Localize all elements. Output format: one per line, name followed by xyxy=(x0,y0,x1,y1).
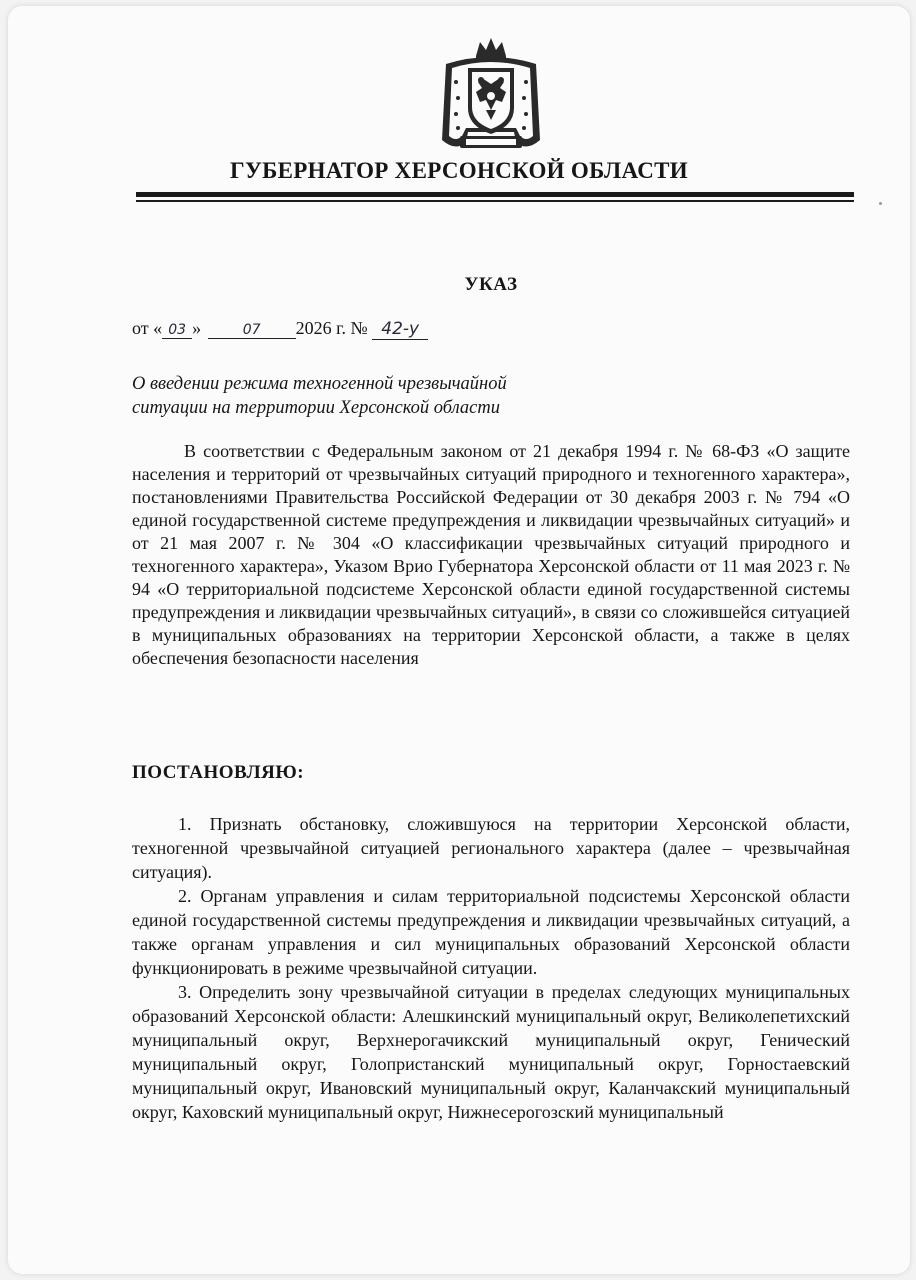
decree-items xyxy=(132,812,850,1124)
document-page xyxy=(8,6,910,1274)
preamble-paragraph: В соответствии с Федеральным законом от 21 декабря 1994 г. № 68-ФЗ «О защите населения и территорий от чрезвычайных ситуаций природного и техногенного характера», постановлениями Правительства Российской Федерации от 30 декабря 2003 г. № 794 «О единой государственной системе предупреждения и ликвидации чрезвычайных ситуаций» и от 21 мая 2007 г. № 304 «О классификации чрезвычайных ситуаций природного и техногенного характера», Указом Врио Губернатора Херсонской области от 11 мая 2023 г. № 94 «О территориальной подсистеме Херсонской области единой государственной системы предупреждения и ликвидации чрезвычайных ситуаций», в связи со сложившейся ситуацией в муниципальных образованиях на территории Херсонской области, а также в целях обеспечения безопасности населения xyxy=(132,441,850,668)
date-month-handwritten: 07 xyxy=(208,322,296,339)
decree-item: 3. Определить зону чрезвычайной ситуации в пределах следующих муниципальных образований Херсонской области: Алешкинский муниципальный округ, Великолепетихский муниципальный округ, Верхнерогачикский муниципальный округ, Генический муниципальный округ, Голопристанский муниципальный округ, Горностаевский муниципальный округ, Ивановский муниципальный округ, Каланчакский муниципальный округ, Каховский муниципальный округ, Нижнесерогозский муниципальный xyxy=(132,982,850,1122)
date-prefix: от « xyxy=(132,318,163,338)
scan-mark xyxy=(879,202,882,205)
date-year-label: 2026 г. № xyxy=(295,318,368,338)
header-divider-thin xyxy=(136,200,854,202)
date-number-line xyxy=(132,318,428,340)
document-title xyxy=(132,372,632,420)
header-divider-thick xyxy=(136,192,854,197)
preamble-block xyxy=(132,440,850,670)
document-type: УКАЗ xyxy=(464,274,518,295)
decree-heading: ПОСТАНОВЛЯЮ: xyxy=(132,762,305,783)
date-quote-close: » xyxy=(192,318,202,338)
title-line: ситуации на территории Херсонской области xyxy=(132,398,500,418)
document-number-handwritten: 42-у xyxy=(372,319,428,340)
title-line: О введении режима техногенной чрезвычайной xyxy=(132,374,507,394)
decree-item: 1. Признать обстановку, сложившуюся на территории Херсонской области, техногенной чрезвычайной ситуацией регионального характера (далее – чрезвычайная ситуация). xyxy=(132,814,850,882)
issuer-title: ГУБЕРНАТОР ХЕРСОНСКОЙ ОБЛАСТИ xyxy=(230,158,688,183)
coat-of-arms-icon xyxy=(436,36,546,160)
decree-item: 2. Органам управления и силам территориальной подсистемы Херсонской области единой государственной системы предупреждения и ликвидации чрезвычайных ситуаций, а также органам управления и сил муниципальных образований Херсонской области функционировать в режиме чрезвычайной ситуации. xyxy=(132,886,850,978)
date-day-handwritten: 03 xyxy=(162,322,192,339)
